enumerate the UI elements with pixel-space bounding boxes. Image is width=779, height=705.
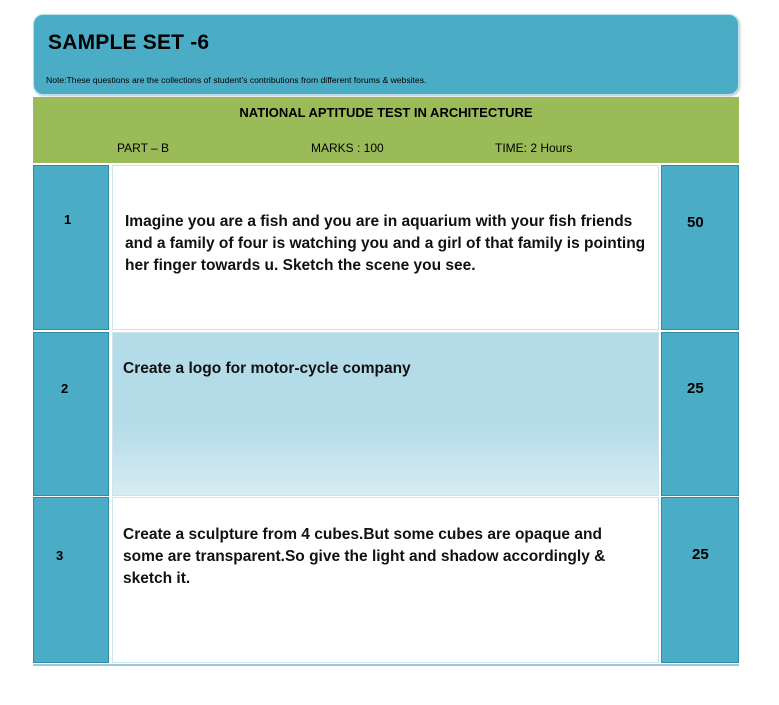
- header-box: [33, 14, 739, 95]
- question-number: 2: [61, 381, 69, 396]
- question-marks-cell: [661, 165, 739, 330]
- question-text-cell: [112, 497, 659, 663]
- question-number: 1: [64, 212, 72, 227]
- table-bottom-border: [33, 664, 739, 666]
- sheet-title: SAMPLE SET -6: [48, 31, 210, 54]
- question-marks: 25: [687, 380, 704, 397]
- question-row-1: [33, 165, 739, 330]
- question-marks: 25: [692, 546, 709, 563]
- question-text: Create a sculpture from 4 cubes.But some cubes are opaque and some are transparent.So give the light and shadow accordingly & sketch it.: [123, 526, 606, 587]
- question-number: 3: [56, 548, 64, 563]
- question-text: Create a logo for motor-cycle company: [123, 360, 411, 377]
- question-marks: 50: [687, 214, 704, 231]
- header-note: Note:These questions are the collections of student’s contributions from different forums & websites.: [46, 75, 427, 85]
- question-text-cell: [112, 332, 659, 496]
- question-text: Imagine you are a fish and you are in aquarium with your fish friends and a family of four is watching you and a girl of that family is pointing her finger towards u. Sketch the scene you see.: [125, 213, 646, 274]
- question-number-cell: [33, 332, 109, 496]
- question-marks-cell: [661, 332, 739, 496]
- exam-time: TIME: 2 Hours: [495, 141, 573, 155]
- question-row-3: [33, 497, 739, 663]
- exam-total-marks: MARKS : 100: [311, 141, 384, 155]
- exam-info-band: [33, 97, 739, 163]
- question-text-cell: [112, 165, 659, 330]
- question-row-2: [33, 332, 739, 496]
- question-number-cell: [33, 165, 109, 330]
- question-marks-cell: [661, 497, 739, 663]
- question-number-cell: [33, 497, 109, 663]
- exam-name: NATIONAL APTITUDE TEST IN ARCHITECTURE: [239, 105, 533, 120]
- exam-part: PART – B: [117, 141, 170, 155]
